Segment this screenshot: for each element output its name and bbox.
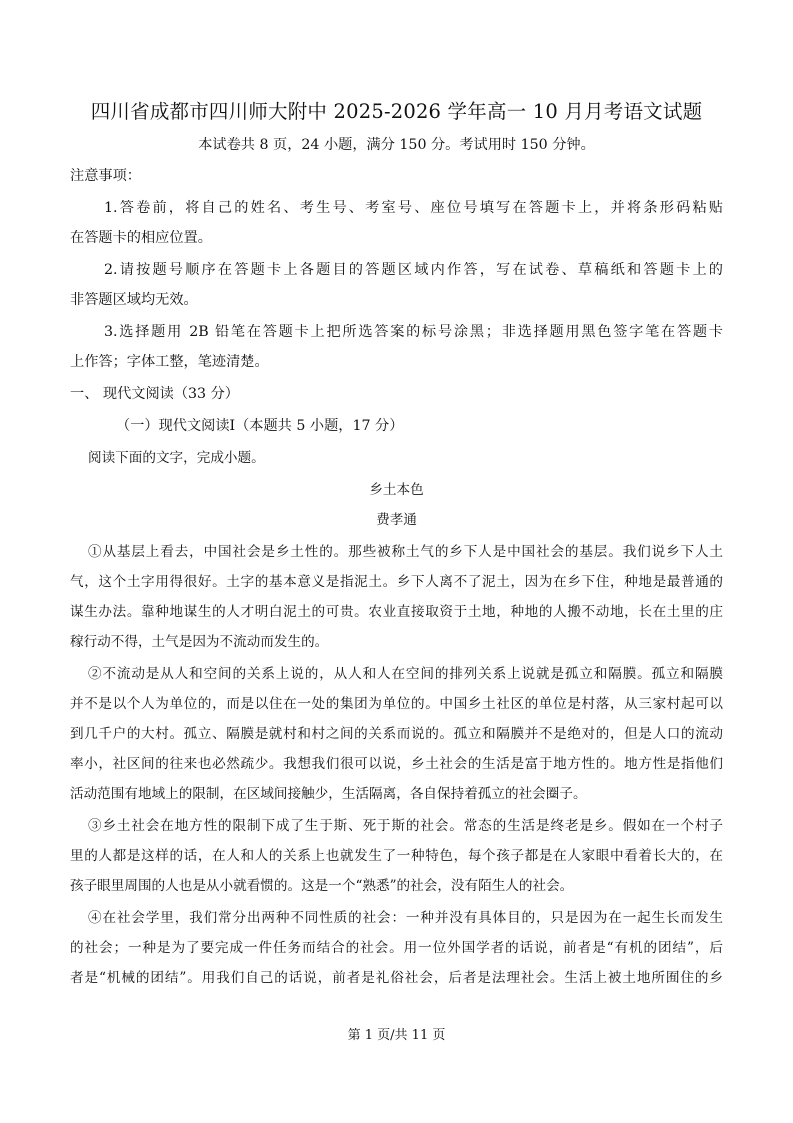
paragraph-1-line-1: ①从基层上看去，中国社会是乡土性的。那些被称土气的乡下人是中国社会的基层。我们说乡下人土 (88, 544, 723, 560)
article-author: 费孝通 (376, 512, 417, 528)
paragraph-4-line-2: 的社会；一种是为了要完成一件任务而结合的社会。用一位外国学者的话说，前者是“有机的团结”，后 (70, 940, 723, 956)
notes-heading: 注意事项： (70, 168, 141, 184)
note-2-line-2: 非答题区域均无效。 (70, 292, 198, 308)
paragraph-4-line-1: ④在社会学里，我们常分出两种不同性质的社会：一种并没有具体目的，只是因为在一起生长而发生 (88, 910, 723, 926)
paragraph-3-line-2: 里的人都是这样的话，在人和人的关系上也就发生了一种特色，每个孩子都是在人家眼中看着长大的，在 (70, 848, 723, 864)
exam-subtitle: 本试卷共 8 页，24 小题，满分 150 分。考试用时 150 分钟。 (198, 137, 595, 153)
paragraph-2-line-3: 到几千户的大村。孤立、隔膜是就村和村之间的关系而说的。孤立和隔膜并不是绝对的，但是人口的流动 (70, 726, 723, 742)
paragraph-1-line-4: 稼行动不得，土气是因为不流动而发生的。 (70, 634, 329, 650)
paragraph-2-line-5: 活动范围有地域上的限制，在区域间接触少，生活隔离，各自保持着孤立的社会圈子。 (70, 786, 587, 802)
page-number: 第 1 页/共 11 页 (347, 1028, 446, 1043)
paragraph-2-line-2: 并不是以个人为单位的，而是以住在一处的集团为单位的。中国乡土社区的单位是村落，从三家村起可以 (70, 696, 723, 712)
reading-instruction: 阅读下面的文字，完成小题。 (88, 450, 265, 466)
note-2-line-1: 2.请按题号顺序在答题卡上各题目的答题区域内作答，写在试卷、草稿纸和答题卡上的 (104, 262, 723, 278)
paragraph-2-line-1: ②不流动是从人和空间的关系上说的，从人和人在空间的排列关系上说就是孤立和隔膜。孤立和隔膜 (88, 666, 723, 682)
section-subheading: （一）现代文阅读Ⅰ（本题共 5 小题，17 分） (116, 418, 404, 434)
note-1-line-1: 1.答卷前，将自己的姓名、考生号、考室号、座位号填写在答题卡上，并将条形码粘贴 (104, 200, 723, 216)
note-3-line-2: 上作答；字体工整，笔迹清楚。 (70, 354, 269, 370)
section-heading: 一、 现代文阅读（33 分） (70, 386, 239, 402)
note-3-line-1: 3.选择题用 2B 铅笔在答题卡上把所选答案的标号涂黑；非选择题用黑色签字笔在答题卡 (104, 324, 723, 340)
note-1-line-2: 在答题卡的相应位置。 (70, 230, 212, 246)
paragraph-3-line-1: ③乡土社会在地方性的限制下成了生于斯、死于斯的社会。常态的生活是终老是乡。假如在一个村子 (88, 818, 723, 834)
paragraph-3-line-3: 孩子眼里周围的人也是从小就看惯的。这是一个“熟悉”的社会，没有陌生人的社会。 (70, 878, 574, 894)
paragraph-2-line-4: 率小，社区间的往来也必然疏少。我想我们很可以说，乡土社会的生活是富于地方性的。地方性是指他们 (70, 756, 723, 772)
paragraph-1-line-2: 气，这个土字用得很好。土字的基本意义是指泥土。乡下人离不了泥土，因为在乡下住，种地是最普通的 (70, 574, 723, 590)
exam-title: 四川省成都市四川师大附中 2025-2026 学年高一 10 月月考语文试题 (90, 100, 703, 123)
paragraph-1-line-3: 谋生办法。靠种地谋生的人才明白泥土的可贵。农业直接取资于土地，种地的人搬不动地，长在土里的庄 (70, 604, 723, 620)
paragraph-4-line-3: 者是“机械的团结”。用我们自己的话说，前者是礼俗社会，后者是法理社会。生活上被土地所囿住的乡 (70, 970, 723, 986)
article-title: 乡土本色 (369, 482, 424, 498)
